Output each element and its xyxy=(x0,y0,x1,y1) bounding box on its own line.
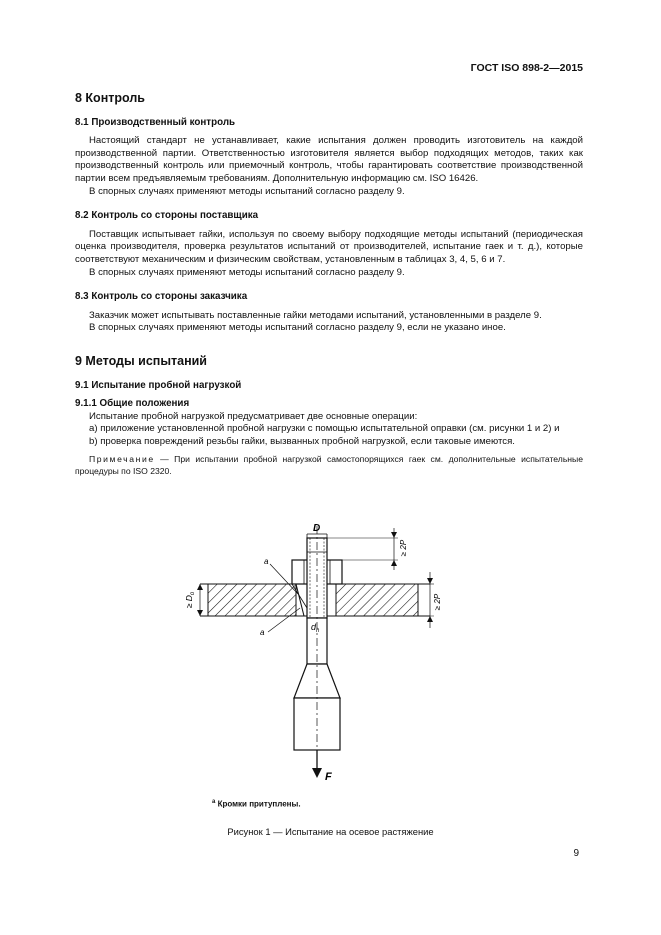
section-8-1-paragraph-1: Настоящий стандарт не устанавливает, какие испытания должен проводить изготовитель на каждой производственной партии. Ответственностью изготовителя является выбор подходящих методов, таких как производственный контроль или приемочный контроль, чтобы гарантировать соответствие производственной партии всем предъявляемым требованиям. Дополнительную информацию см. ISO 16426. xyxy=(75,135,583,184)
section-9-1-title: 9.1 Испытание пробной нагрузкой xyxy=(75,379,242,391)
force-arrow-head xyxy=(312,768,322,778)
section-9-1-1-title: 9.1.1 Общие положения xyxy=(75,398,190,410)
dim-dh-sub: h xyxy=(316,628,320,634)
dim-Do-main: ≥ D xyxy=(184,595,194,609)
section-8-3-title: 8.3 Контроль со стороны заказчика xyxy=(75,291,248,303)
force-label: F xyxy=(325,771,332,783)
list-item-a: a) приложение установленной пробной нагрузки с помощью испытательной оправки (см. рисунки 1 и 2) и xyxy=(89,423,560,435)
footnote-text: Кромки притуплены. xyxy=(217,799,301,809)
section-8-3 xyxy=(75,291,583,335)
main-content xyxy=(75,92,583,489)
dim-2P-bottom-label: ≥ 2P xyxy=(433,593,442,611)
section-8-title: 8 Контроль xyxy=(75,91,145,105)
section-8-2-paragraph-2: В спорных случаях применяют методы испытаний согласно разделу 9. xyxy=(89,266,405,278)
dim-2P-top-label: ≥ 2P xyxy=(399,539,408,557)
figure-caption: Рисунок 1 — Испытание на осевое растяжение xyxy=(227,826,434,837)
list-item-b: b) проверка повреждений резьбы гайки, вызванных пробной нагрузкой, если таковые имеются. xyxy=(89,435,515,447)
standard-header: ГОСТ ISO 898-2—2015 xyxy=(470,62,583,74)
leader-a-top-label: a xyxy=(264,557,269,566)
section-9-title: 9 Методы испытаний xyxy=(75,353,207,368)
section-9-1-1-paragraph: Испытание пробной нагрузкой предусматривает две основные операции: xyxy=(89,410,418,422)
section-8-3-paragraph-2: В спорных случаях применяют методы испытаний согласно разделу 9, если не указано иное. xyxy=(89,322,506,334)
section-9-1 xyxy=(75,380,583,478)
footnote-mark: a xyxy=(212,799,216,805)
figure-footnote xyxy=(212,799,301,809)
plate-left xyxy=(208,584,296,616)
section-8-1-title: 8.1 Производственный контроль xyxy=(75,116,236,128)
dim-Do-sub: o xyxy=(190,591,196,596)
page-number: 9 xyxy=(573,848,579,859)
note xyxy=(75,454,583,477)
dim-D-label: D xyxy=(313,523,321,534)
plate-right xyxy=(336,584,418,616)
figure-1-drawing xyxy=(180,512,610,812)
dim-Do-label xyxy=(184,591,196,608)
section-8-2 xyxy=(75,210,583,279)
dim-dh-main: d xyxy=(311,622,317,632)
section-8-1-paragraph-2: В спорных случаях применяют методы испытаний согласно разделу 9. xyxy=(89,185,405,197)
section-8-2-title: 8.2 Контроль со стороны поставщика xyxy=(75,210,259,222)
leader-a-bottom-label: a xyxy=(260,628,265,637)
section-8-2-paragraph-1: Поставщик испытывает гайки, используя по своему выбору подходящие методы испытаний (периодическая оценка производителя, проверка результатов испытаний от производителей, испытание гаек и т. д.), которые соответствуют механическим и физическим свойствам, установленным в таблицах 3, 4, 5, 6 и 7. xyxy=(75,228,583,265)
section-8-3-paragraph-1: Заказчик может испытывать поставленные гайки методами испытаний, установленными в разделе 9. xyxy=(89,309,542,321)
note-label: Примечание xyxy=(89,454,155,465)
note-text: — При испытании пробной нагрузкой самостопорящихся гаек см. дополнительные испытательные процедуры по ISO 2320. xyxy=(75,454,583,476)
section-8-1 xyxy=(75,117,583,199)
